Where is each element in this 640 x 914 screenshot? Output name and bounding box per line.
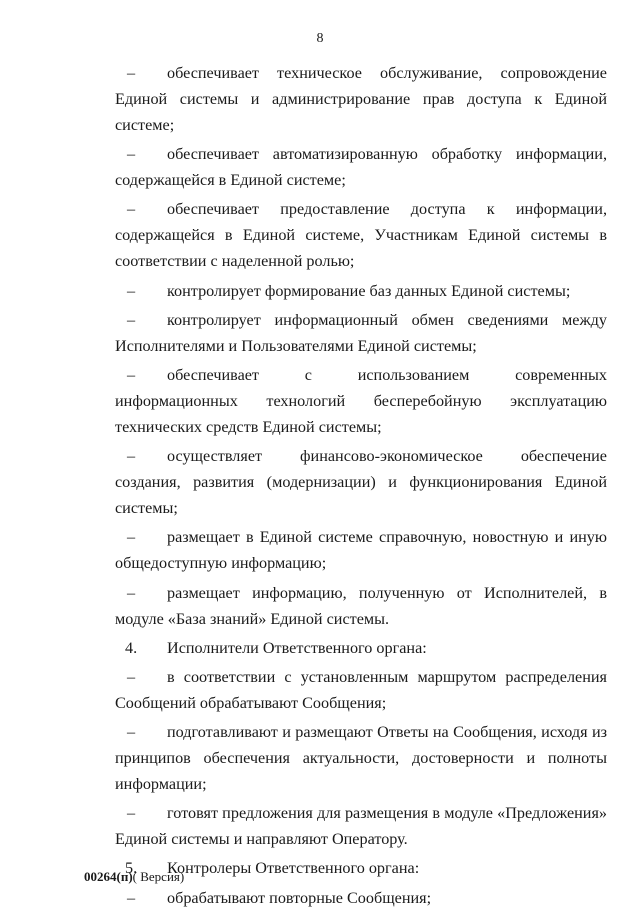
list-marker: – xyxy=(127,200,136,219)
list-item xyxy=(115,443,607,521)
list-marker: – xyxy=(127,145,136,164)
list-item-text: обеспечивает предоставление доступа к информации, содержащейся в Единой системе, Участникам Единой системы в соответствии с наделенной ролью; xyxy=(115,200,607,271)
list-marker: – xyxy=(127,888,136,907)
list-marker: – xyxy=(127,281,136,300)
list-item xyxy=(115,580,607,632)
list-item xyxy=(115,664,607,716)
section-heading xyxy=(115,855,607,881)
section-number: 4. xyxy=(125,638,138,657)
list-item-text: в соответствии с установленным маршрутом распределения Сообщений обрабатывают Сообщения; xyxy=(115,667,607,712)
list-marker: – xyxy=(127,583,136,602)
list-item xyxy=(115,141,607,193)
list-item-text: размещает в Единой системе справочную, новостную и иную общедоступную информацию; xyxy=(115,528,607,573)
list-item-text: обеспечивает автоматизированную обработку информации, содержащейся в Единой системе; xyxy=(115,145,607,190)
list-item-text: обеспечивает с использованием современных информационных технологий бесперебойную эксплуатацию технических средств Единой системы; xyxy=(115,365,607,436)
list-item xyxy=(115,719,607,797)
list-marker: – xyxy=(127,528,136,547)
list-item xyxy=(115,885,607,911)
list-marker: – xyxy=(127,64,136,82)
list-item xyxy=(115,307,607,359)
list-marker: – xyxy=(127,365,136,384)
section-number: 5. xyxy=(125,859,138,878)
list-item-text: контролирует информационный обмен сведениями между Исполнителями и Пользователями Единой системы; xyxy=(115,310,607,355)
list-item-text: готовят предложения для размещения в модуле «Предложения» Единой системы и направляют Оператору. xyxy=(115,804,607,849)
section-heading-text: Исполнители Ответственного органа: xyxy=(167,638,427,657)
list-marker: – xyxy=(127,804,136,823)
document-body xyxy=(115,60,607,914)
list-marker: – xyxy=(127,447,136,466)
list-marker: – xyxy=(127,723,136,742)
list-marker: – xyxy=(127,310,136,329)
list-item-text: подготавливают и размещают Ответы на Сообщения, исходя из принципов обеспечения актуальности, достоверности и полноты информации; xyxy=(115,723,607,794)
page-number: 8 xyxy=(316,31,324,46)
document-version: ( Версия) xyxy=(132,869,185,884)
list-item-text: осуществляет финансово-экономическое обеспечение создания, развития (модернизации) и функционирования Единой системы; xyxy=(115,447,607,518)
list-item xyxy=(115,800,607,852)
list-item-text: размещает информацию, полученную от Исполнителей, в модуле «База знаний» Единой системы. xyxy=(115,583,607,628)
list-item-text: контролирует формирование баз данных Единой системы; xyxy=(167,281,571,300)
document-footer xyxy=(84,868,184,886)
section-heading-text: Контролеры Ответственного органа: xyxy=(167,859,420,878)
document-code: 00264(п) xyxy=(84,869,133,884)
section-heading xyxy=(115,635,607,661)
list-marker: – xyxy=(127,667,136,686)
list-item-text: обеспечивает техническое обслуживание, сопровождение Единой системы и администрирование прав доступа к Единой системе; xyxy=(115,64,607,134)
list-item-text: обрабатывают повторные Сообщения; xyxy=(167,888,432,907)
list-item xyxy=(115,60,607,138)
list-item xyxy=(115,362,607,440)
list-item xyxy=(115,278,607,304)
list-item xyxy=(115,196,607,274)
list-item xyxy=(115,524,607,576)
